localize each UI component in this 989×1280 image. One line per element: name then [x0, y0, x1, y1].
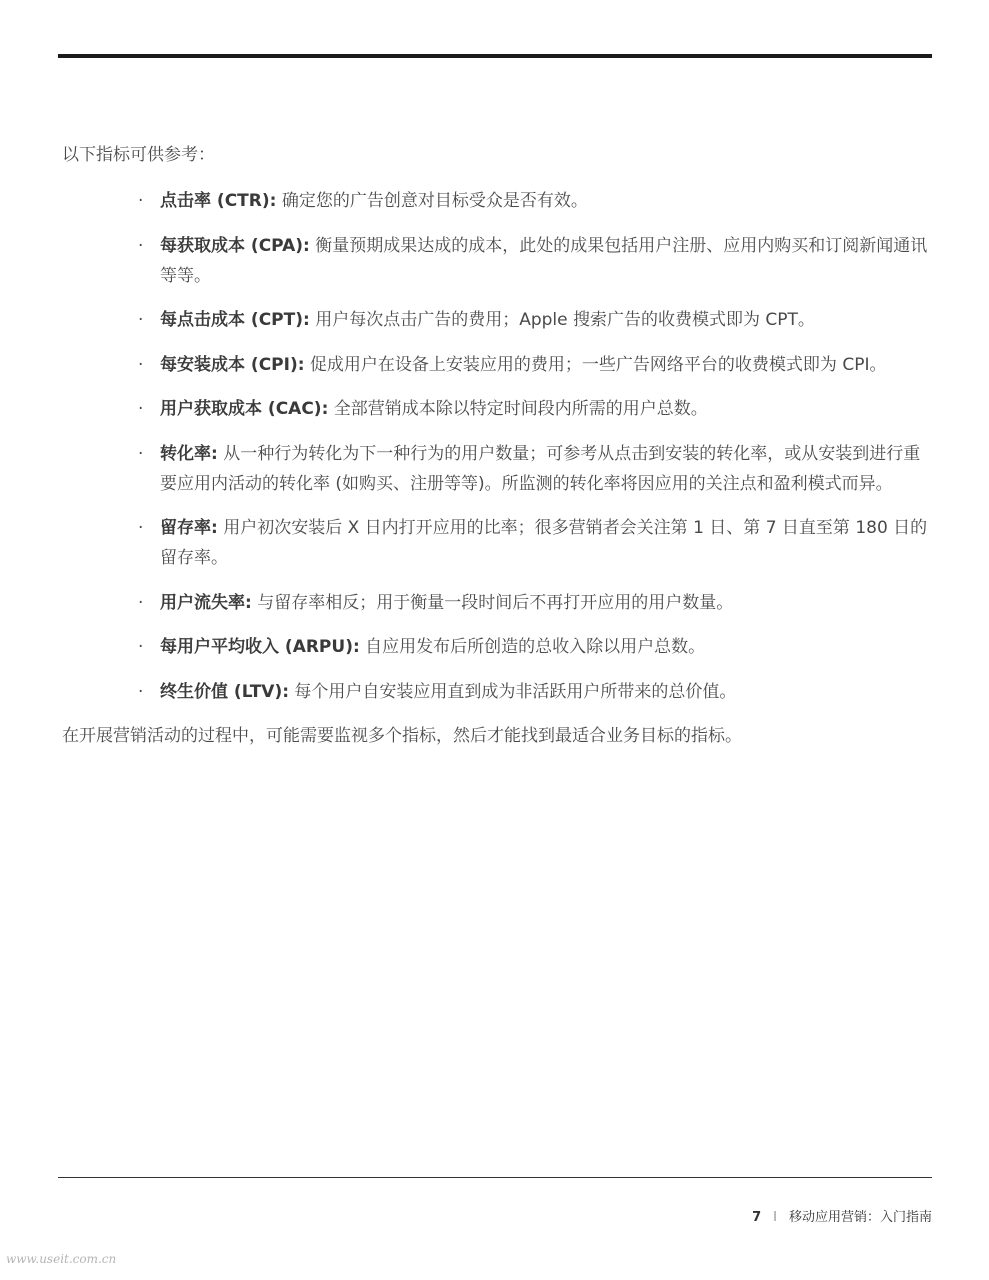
list-item: [138, 305, 934, 335]
bullet-icon: ·: [138, 191, 144, 211]
list-item: [138, 513, 934, 573]
metrics-list: [62, 186, 934, 707]
bullet-icon: ·: [138, 310, 144, 330]
page-number: 7: [752, 1210, 762, 1225]
metric-term: 每获取成本 (CPA):: [160, 235, 310, 256]
list-item: [138, 186, 934, 216]
page-footer: [752, 1206, 932, 1225]
list-item: [138, 394, 934, 424]
metric-description: 自应用发布后所创造的总收入除以用户总数。: [359, 637, 706, 657]
metric-term: 点击率 (CTR):: [160, 191, 277, 211]
bullet-icon: ·: [138, 399, 144, 419]
metric-term: 每安装成本 (CPI):: [160, 354, 305, 375]
bullet-icon: ·: [138, 443, 144, 464]
footer-separator: I: [773, 1210, 777, 1225]
metric-term: 留存率:: [160, 518, 218, 538]
bullet-icon: ·: [138, 518, 144, 538]
metric-term: 终生价值 (LTV):: [160, 681, 290, 702]
list-item: [138, 632, 934, 662]
watermark: www.useit.com.cn: [6, 1252, 117, 1266]
closing-paragraph: 在开展营销活动的过程中，可能需要监视多个指标，然后才能找到最适合业务目标的指标。: [62, 726, 742, 746]
bullet-icon: ·: [138, 354, 144, 375]
bottom-rule: [58, 1177, 932, 1178]
metric-description: 每个用户自安装应用直到成为非活跃用户所带来的总价值。: [289, 681, 737, 702]
bullet-icon: ·: [138, 235, 144, 256]
bullet-icon: ·: [138, 681, 144, 702]
list-item: [138, 588, 934, 618]
bullet-icon: ·: [138, 637, 144, 657]
list-item: [138, 231, 934, 291]
metric-description: 用户每次点击广告的费用；Apple 搜索广告的收费模式即为 CPT。: [309, 310, 815, 330]
metric-description: 促成用户在设备上安装应用的费用；一些广告网络平台的收费模式即为 CPI。: [304, 354, 887, 375]
document-title: 移动应用营销：入门指南: [788, 1210, 932, 1225]
metric-description: 从一种行为转化为下一种行为的用户数量；可参考从点击到安装的转化率，或从安装到进行重要应用内活动的转化率 (如购买、注册等等)。所监测的转化率将因应用的关注点和盈利模式而异。: [160, 443, 921, 494]
metric-description: 衡量预期成果达成的成本，此处的成果包括用户注册、应用内购买和订阅新闻通讯等等。: [160, 235, 928, 286]
intro-paragraph: 以下指标可供参考：: [62, 145, 215, 165]
metric-description: 全部营销成本除以特定时间段内所需的用户总数。: [328, 399, 708, 419]
metric-term: 每点击成本 (CPT):: [160, 310, 310, 330]
metric-description: 用户初次安装后 X 日内打开应用的比率；很多营销者会关注第 1 日、第 7 日直至第 180 日的留存率。: [160, 518, 928, 568]
bullet-icon: ·: [138, 592, 144, 613]
page-content: [62, 140, 934, 751]
metric-description: 确定您的广告创意对目标受众是否有效。: [276, 191, 588, 211]
list-item: [138, 350, 934, 380]
list-item: [138, 677, 934, 707]
metric-description: 与留存率相反；用于衡量一段时间后不再打开应用的用户数量。: [251, 592, 734, 613]
metric-term: 每用户平均收入 (ARPU):: [160, 637, 360, 657]
metric-term: 用户流失率:: [160, 592, 252, 613]
list-item: [138, 439, 934, 499]
metric-term: 转化率:: [160, 443, 218, 464]
metric-term: 用户获取成本 (CAC):: [160, 399, 329, 419]
top-rule: [58, 54, 932, 58]
